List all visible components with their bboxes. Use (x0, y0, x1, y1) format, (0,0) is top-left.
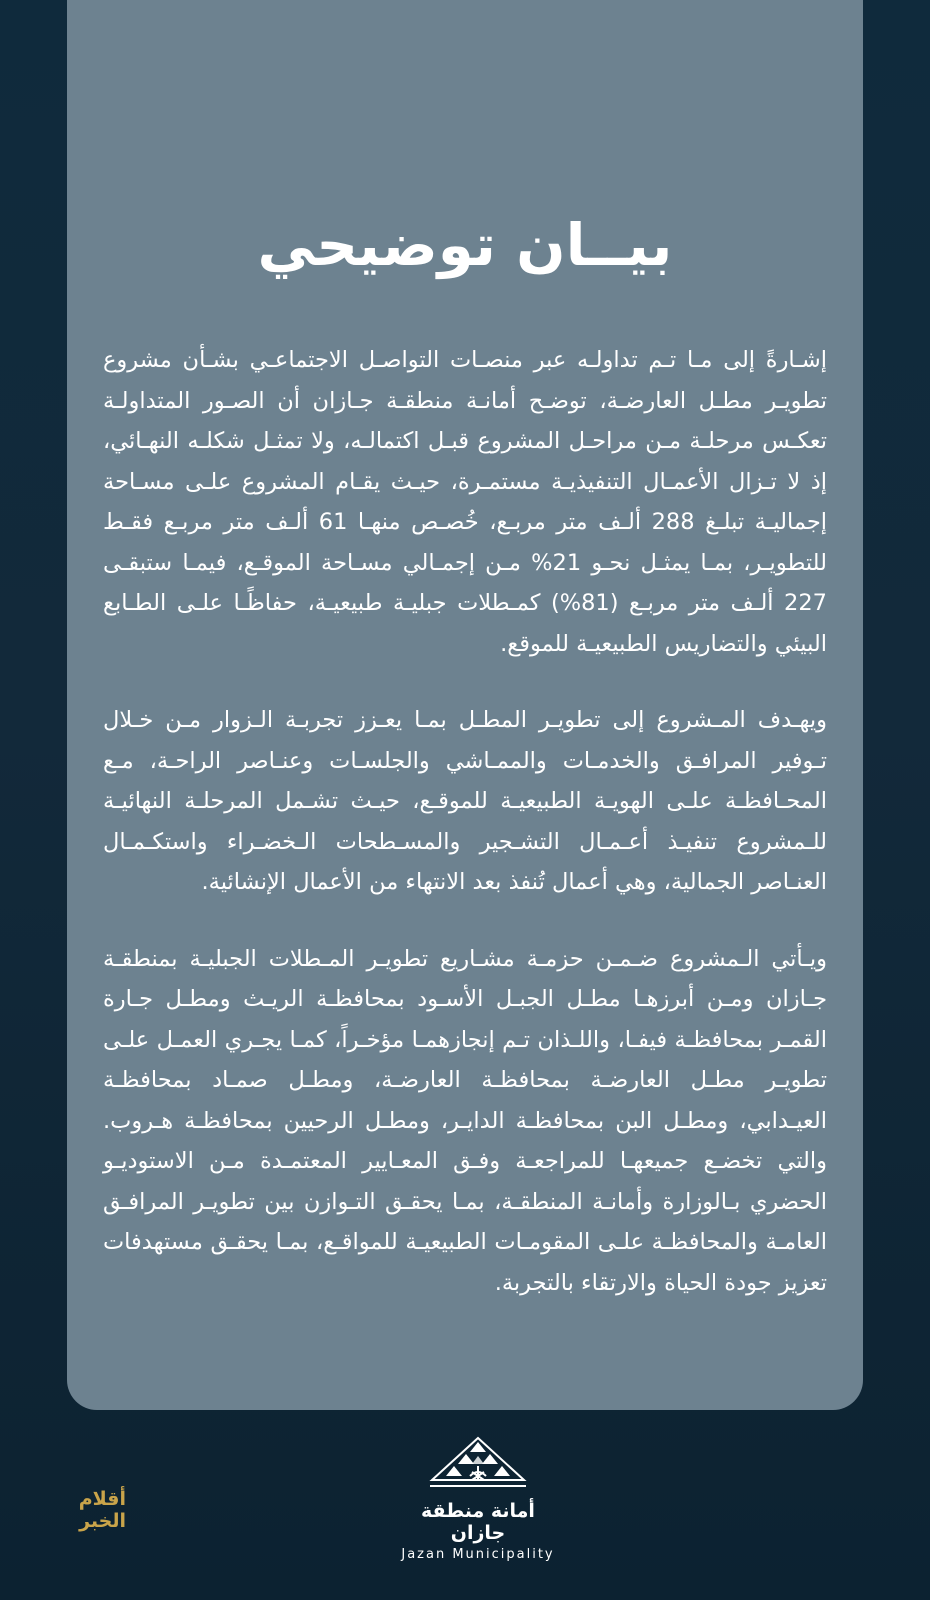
jazan-municipality-logo (398, 1436, 558, 1562)
logo-arabic-text: أمانة منطقة جازان (421, 1500, 535, 1544)
logo-english-text: Jazan Municipality (401, 1547, 555, 1562)
paragraph-2: ويهـدف المـشروع إلى تطويـر المطـل بمـا يعـزز تجربـة الـزوار مـن خـلال تـوفير المرافـق والخدمـات والممـاشي والجلسـات وعنـاصر الراحـة، مـع المحـافظـة علـى الهويـة الطبيعيـة للموقـع، حيـث تشـمل المرحلـة النهائيـة للـمشروع تنفيـذ أعـمـال التشـجير والمسـطحات الـخضـراء واستكـمـال العنـاصر الجمالية، وهي أعمال تُنفذ بعد الانتهاء من الأعمال الإنشائية. (103, 707, 827, 895)
statement-card (67, 0, 863, 1410)
source-watermark (54, 1488, 126, 1548)
watermark-line-2: الخبر (79, 1510, 126, 1532)
page-title: بيــان توضيحي (257, 211, 673, 279)
dome-emblem-icon (428, 1436, 528, 1498)
paragraph-1: إشـارةً إلى مـا تـم تداولـه عبر منصـات التواصـل الاجتماعـي بشـأن مشروع تطويـر مطـل العارضـة، توضـح أمانـة منطقـة جـازان أن الصـور المتداولـة تعكـس مرحلـة مـن مراحـل المشروع قبـل اكتمالـه، ولا تمثـل شكلـه النهـائي، إذ لا تـزال الأعمـال التنفيذيـة مستمـرة، حيـث يقـام المشروع علـى مسـاحة إجماليـة تبلـغ 288 ألـف متر مربـع، خُصـص منهـا 61 ألـف متر مربـع فقـط للتطويـر، بمـا يمثـل نحـو 21% مـن إجمـالي مسـاحة الموقـع، فيمـا ستبقـى 227 ألـف متر مربـع (81%) كمـطلات جبليـة طبيعيـة، حفاظًـا علـى الطـابع البيئي والتضاريس الطبيعيـة للموقع. (103, 347, 827, 657)
paragraph-3: ويـأتي الـمشروع ضـمـن حزمـة مشـاريع تطويـر المـطلات الجبليـة بمنطقـة جـازان ومـن أبرزهـا مطـل الجبـل الأسـود بمحافظـة الريـث ومطـل جـارة القمـر بمحافظـة فيفـا، واللـذان تـم إنجازهمـا مؤخـراً، كمـا يجـري العمـل علـى تطويـر مطـل العارضـة بمحافظـة العارضـة، ومطـل صمـاد بمحافظـة العيـدابي، ومطـل البن بمحافظـة الدايـر، ومطـل الرحيين بمحافظـة هـروب. والتي تخضـع جميعهـا للمراجعـة وفـق المعـايير المعتمـدة مـن الاستوديـو الحضري بـالوزارة وأمانـة المنطقـة، بمـا يحقـق التـوازن بين تطويـر المرافـق العامـة والمحافظـة علـى المقومـات الطبيعيـة للمواقـع، بمـا يحقـق مستهدفات تعزيز جودة الحياة والارتقاء بالتجربة. (103, 945, 827, 1296)
watermark-line-1: أقلام (78, 1488, 126, 1510)
